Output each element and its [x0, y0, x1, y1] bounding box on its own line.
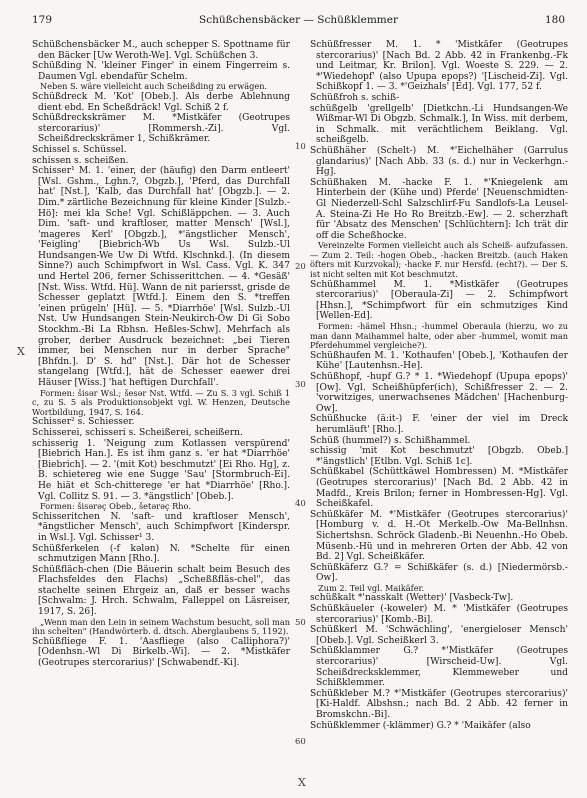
page-number-right: 180: [544, 14, 565, 26]
entry: Schüßkäfer M. *'Mistkäfer (Geotrupes stercorarius)' [Homburg v. d. H.-Ot Merkelb.-Ow Ma-Bellnhsn. Sichertshsn. Schröck Gladenb.-Bi Neuenhn.-Ho Obeb. Müsenb.-Hü und in mehreren Orten der Abb. 42 von Bd. 2] Vgl. Scheißkäfer.: [310, 509, 568, 563]
entry: Schüßchensbäcker M., auch schepper S. Spottname für den Bäcker [Uw Weroth-We]. Vgl. Schüßchen 3.: [32, 40, 290, 61]
right-column: [310, 40, 568, 731]
entry: Schüßkäferz G.? = Schißkäfer (s. d.) [Niedermörsb.-Ow].: [310, 562, 568, 584]
entry: Schüßhammel M. 1. *Mistkäfer (Geotrupes stercorarius)' [Oberaula-Zi] — 2. Schimpfwort [Hhsn.], *Schimpfwort für ein schmutziges Kind [Wellen-Ed].: [310, 279, 568, 322]
entry: Schüßhäher (Schelt-) M. *'Eichelhäher (Garrulus glandarius)' [Nach Abb. 33 (s. d.) nur in Veckerhgn.-Hg].: [310, 145, 568, 178]
entry: Schüßklammer G.? *'Mistkäfer (Geotrupes stercorarius)' [Wirscheid-Uw]. Vgl. Scheißdrecksklemmer, Klemmeweber und Schißklemmer.: [310, 646, 568, 689]
entry: Schüßdreck M. 'Kot' [Obeb.]. Als derbe Ablehnung dient ebd. En Scheßdräck! Vgl. Schiß 2 f.: [32, 91, 290, 113]
entry: Schisser² s. Schiesser.: [32, 417, 135, 428]
entry: schissig 'mit Kot beschmutzt' [Obgzb. Obeb.] *'ängstlich' [Etlbn. Vgl. Schiß 1c].: [310, 446, 568, 467]
page-header: [32, 14, 565, 30]
left-column: [32, 40, 290, 669]
note: Neben S. wäre vielleicht auch Scheißding zu erwägen.: [40, 81, 268, 92]
line-number: 30: [295, 380, 306, 390]
entry: Schisseritchen N. 'saft- und kraftloser Mensch', *ängstlicher Mensch', auch Schimpfwort [Kinderspr. in Wsl.]. Vgl. Schisser¹ 3.: [32, 511, 290, 543]
entry: Schüßferkelen (-f kələn) N. *Schelte für einen schmutzigen Mann [Rho.].: [32, 543, 290, 565]
line-number: 20: [295, 262, 306, 272]
entry: schüßgelb 'grellgelb' [Dietkchn.-Li Hundsangen-We Wißmar-Wl Di Obgzb. Schmalk.], In Wiss. mit derbem, in Schmalk. mit verächtlichem Beiklang. Vgl. scheißgelb.: [310, 103, 568, 146]
entry: Schüß (hummel?) s. Schißhammel.: [310, 435, 471, 446]
note: Vereinzelte Formen vielleicht auch als Scheiß- aufzufassen. — Zum 2. Teil: -hogen Obeb., -hacken Breitzb. (auch Haken öfters mit Kurzvokal); -hacke F. nur Hersfd. (echt?). — Der S. ist nicht selten mit Kot beschmutzt.: [310, 240, 568, 280]
entry: Schüßhucke (ä:it-) F. 'einer der viel im Dreck herumläuft' [Rho.].: [310, 414, 568, 435]
entry: Schüßfresser M. 1. * 'Mistkäfer (Geotrupes stercorarius)' [Nach Bd. 2 Abb. 42 in Frankenbg.-Fk und Leitmar, Kr. Brilon]. Vgl. Woeste S. 229. — 2. *'Wiedehopf' (also Upupa epops?) '[Lischeid-Zi]. Vgl. Schißkopf 1. — 3. *'Geizhals' [Ed]. Vgl. 177, 52 f.: [310, 40, 568, 93]
entry: Schüßkabel (Schüttkäwel Hombressen) M. *Mistkäfer (Geotrupes stercorarius)' [Nach Bd. 2 Abb. 42 in Madfd., Kreis Brilon; ferner in Hombressen-Hg]. Vgl. Scheißkafel.: [310, 467, 568, 510]
entry: Schüßdreckskrämer M. *Mistkäfer (Geotrupes stercorarius)' [Rommersh.-Zi]. Vgl. Scheißdreckskrämer 1, Schißkrämer.: [32, 113, 290, 145]
running-title: Schüßchensbäcker — Schüßklemmer: [199, 14, 398, 26]
entry: Schüßfroh s. schiß-: [310, 92, 400, 103]
entry: Schissel s. Schüssel.: [32, 144, 127, 155]
line-number: 50: [295, 618, 306, 628]
entry: schüßkalt *'nasskalt (Wetter)' [Vasbeck-Tw].: [310, 593, 514, 604]
note: Zum 2. Teil vgl. Maikäfer.: [318, 582, 425, 593]
note: Formen: šisərəç Obeb., šetərəç Rho.: [40, 501, 191, 512]
line-number: 40: [295, 499, 306, 509]
page-number-left: 179: [32, 14, 53, 26]
entry: Schüßhaufen M. 1. 'Kothaufen' [Obeb.], 'Kothaufen der Kühe' [Lautenhsn.-He].: [310, 350, 568, 372]
entry: Schüßkerl M. 'Schwächling', 'energieloser Mensch' [Obeb.]. Vgl. Scheißkerl 3.: [310, 625, 568, 646]
note: „Wenn man den Lein in seinem Wachstum besucht, soll man ihn schelten" (Handwörterb. d. dtsch. Aberglaubens 5, 1192).: [32, 616, 290, 637]
margin-mark: X: [298, 776, 306, 789]
entry: schissen s. scheißen.: [32, 155, 129, 166]
entry: Schüßhaken M. -hacke F. 1. *'Kniegelenk am Hinterbein der (Kühe und) Pferde' [Neuenschmidten-Gl Niederzell-Schl Salzschlirf-Fu Sandlofs-La Leusel-A. Steina-Zi He Ho Ro Breitzb.-Ew]. — 2. scherzhaft für 'Absatz des Menschen' [Schlüchtern]: Ich trät dir off die Scheßhocke.: [310, 177, 568, 241]
entry: Schüßklemmer (-klämmer) G.? * 'Maikäfer (also: [310, 720, 531, 731]
entry: Schüßding N. 'kleiner Finger' in einem Fingerreim s. Daumen Vgl. ebendafür Schelm.: [32, 61, 290, 82]
entry: Schüßhopf, -hupf G.? * 1. *Wiedehopf (Upupa epops)' [Ow]. Vgl. Scheißhüpfer(ich), Schißfresser 2. — 2. 'vorwitziges, unerwachsenes Mädchen' [Hachenburg-Ow].: [310, 372, 568, 414]
line-number: 60: [295, 737, 306, 747]
line-number: 10: [295, 142, 306, 152]
margin-mark: X: [17, 345, 25, 358]
entry: Schüßfliege F. 1. 'Aasfliege (also Calliphora?)' [Odenhsn.-Wl Di Birkelb.-Wi]. — 2. *Mistkäfer (Geotrupes stercorarius)' [Schwabendf.-Ki].: [32, 636, 290, 669]
entry: Schisserei, schisseri s. Scheißerei, scheißern.: [32, 427, 243, 438]
note: Formen: -hämel Hhsn.; -hummel Oberaula (hierzu, wo zu man dann Maihammel halte, oder aber -hummel, womit man Pferdehummel vergleiche?).: [310, 321, 568, 351]
entry: Schüßfläch-chen (Die Bäuerin schalt beim Besuch des Flachsfeldes den Flachs) „Scheßßfläs-chel", das stachelte seinen Ehrgeiz an, daß er besser wachs [Schwalm: J. Hrch. Schwalm, Falleppel on Läsreiser, 1917, S. 26].: [32, 564, 290, 618]
entry: Schisser¹ M. 1. 'einer, der (häufig) den Darm entleert' [Wsl. Gshm., Lghn.?, Obgzb.], 'Pferd, das Durchfall hat' [Nst.], 'Kalb, das Durchfall hat' [Obgzb.]. — 2. Dim.* zärtliche Bezeichnung für kleine Kinder [Sulzb.-Hö]: mei kla Sche! Vgl. Schißläppchen. — 3. Auch Dim. 'saft- und kraftloser, matter Mensch' [Wsl.], 'mageres Kerl' [Obgzb.], *'ängstlicher Mensch', 'Feigling' [Biebrich-Wb Us Wsl. Sulzb.-Ul Hundsangen-We Uw Di Wtfd. Klschnkd.]. (In diesem Sinne?) auch Schimpfwort in Wsl. Cass. Vgl. K. 347 und Hertel 206, ferner Schisserittchen. — 4. *Gesäß' [Nst. Wiss. Wtfd. Hü]. Wann de nit pariersst, grisde de Schesser geplatzt [Wtfd.]. Einem den S. *treffen 'einen prügeln' [Hü]. — 5. *Diarrhöe' [Wsl. Sulzb.-Ul Nst. Uw Hundsangen Stein-Neukirch-Ow Di Gi Sobo Stockhm.-Bi La Rbhsn. Heßles-Schw]. Mehrfach als grober, derber Ausdruck bezeichnet: „bei Tieren immer, bei Menschen nur in derber Sprache" [Bhfdn.]. D' S. hd" [Nst.]. Där hot de Schesser stangelang [Wtfd.], hät de Schesser eaewer drei Häuser [Wiss.] 'hat heftigen Durchfall'.: [32, 166, 290, 388]
entry: Schüßkäueler (-koweler) M. * 'Mistkäfer (Geotrupes stercorarius)' [Komb.-Bi].: [310, 604, 568, 625]
entry: Schüßkleber M.? *'Mistkäfer (Geotrupes stercorarius)' [Ki-Haldf. Albshsn.; nach Bd. 2 Abb. 42 ferner in Bromskchn.-Bi].: [310, 688, 568, 720]
entry: schisserig 1. 'Neigung zum Kotlassen verspürend' [Biebrich Han.]. Es ist ihm ganz s. 'er hat *Diarrhöe' [Biebrich]. — 2. '(mit Kot) beschmutzt' [Ei Rho. Hg], z. B. schietereg wie ene Sugge 'Sau' [Stormbruch-Ei]. He hiät et Sch-chitterege 'er hat *Diarrhöe' [Rho.]. Vgl. Collitz S. 91. — 3. *ängstlich' [Obeb.].: [32, 438, 290, 502]
note: Formen: šisər Wsl.; šesər Nst. Wtfd. — Zu S. 3 vgl. Schiß 1 c, zu S. 5 als Produktionsobjekt vgl. W. Henzen, Deutsche Wortbildung, 1947, S. 164.: [32, 387, 290, 417]
